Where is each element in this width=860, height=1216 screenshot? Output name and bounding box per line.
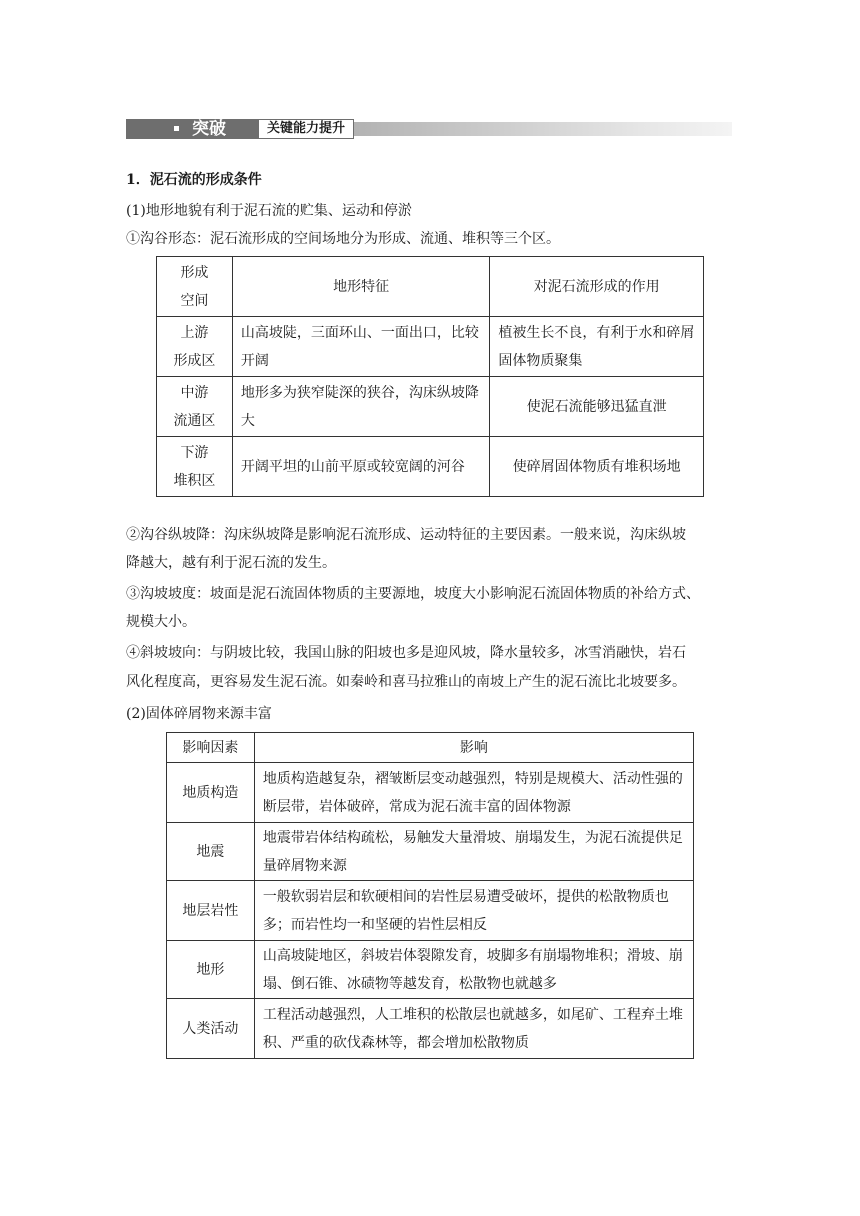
header-cell: 影响 [254,733,693,763]
zone-name: 上游 形成区 [173,324,216,369]
table-row [167,941,694,999]
factor-cell: 人类活动 [167,999,255,1059]
subheading-debris-source: (2)固体碎屑物来源丰富 [126,706,272,722]
table-row [167,763,694,823]
section-banner [126,108,732,148]
table-row [157,377,704,437]
factor-cell: 地形 [167,941,255,999]
terrain-cell: 地形多为狭窄陡深的狭谷，沟床纵坡降大 [232,377,490,437]
zone-cell [157,437,233,497]
impact-cell: 山高坡陡地区，斜坡岩体裂隙发育，坡脚多有崩塌物堆积；滑坡、崩塌、倒石锥、冰碛物等越发育，松散物也就越多 [254,941,693,999]
terrain-cell: 山高坡陡，三面环山、一面出口，比较开阔 [232,317,490,377]
paragraph-valley-shape: ①沟谷形态：泥石流形成的空间场地分为形成、流通、堆积等三个区。 [126,231,560,247]
impact-cell: 地质构造越复杂，褶皱断层变动越强烈，特别是规模大、活动性强的断层带，岩体破碎，常成为泥石流丰富的固体物源 [254,763,693,823]
banner-subtitle: 关键能力提升 [258,119,354,139]
factor-cell: 地震 [167,823,255,881]
header-zone: 形成 空间 [180,264,209,309]
factor-cell: 地质构造 [167,763,255,823]
effect-cell: 使碎屑固体物质有堆积场地 [490,437,704,497]
zone-cell [157,317,233,377]
paragraph-slope-line2: 规模大小。 [126,614,196,630]
banner-tag: 突破 [192,119,226,139]
header-cell [157,257,233,317]
header-cell: 地形特征 [232,257,490,317]
table-formation-zones [156,256,704,497]
paragraph-aspect-line2: 风化程度高，更容易发生泥石流。如秦岭和喜马拉雅山的南坡上产生的泥石流比北坡要多。 [126,674,686,690]
table-row [157,437,704,497]
zone-cell [157,377,233,437]
impact-cell: 工程活动越强烈，人工堆积的松散层也就越多，如尾矿、工程弃土堆积、严重的砍伐森林等，都会增加松散物质 [254,999,693,1059]
table-debris-factors [166,732,694,1059]
table-header-row [167,733,694,763]
table-row [157,317,704,377]
square-bullet-icon [174,126,179,131]
heading-formation-conditions: 1．泥石流的形成条件 [126,172,262,188]
terrain-cell: 开阔平坦的山前平原或较宽阔的河谷 [232,437,490,497]
table-header-row [157,257,704,317]
paragraph-gradient-line2: 降越大，越有利于泥石流的发生。 [126,555,336,571]
impact-cell: 地震带岩体结构疏松，易触发大量滑坡、崩塌发生，为泥石流提供足量碎屑物来源 [254,823,693,881]
effect-cell: 植被生长不良，有利于水和碎屑固体物质聚集 [490,317,704,377]
paragraph-aspect-line1: ④斜坡坡向：与阴坡比较，我国山脉的阳坡也多是迎风坡，降水量较多，冰雪消融快，岩石 [126,645,686,661]
table-row [167,999,694,1059]
table-row [167,823,694,881]
impact-cell: 一般软弱岩层和软硬相间的岩性层易遭受破坏，提供的松散物质也多；而岩性均一和坚硬的岩性层相反 [254,881,693,941]
zone-name: 中游 流通区 [173,384,216,429]
paragraph-slope-line1: ③沟坡坡度：坡面是泥石流固体物质的主要源地，坡度大小影响泥石流固体物质的补给方式、 [126,586,700,602]
table-row [167,881,694,941]
header-cell: 影响因素 [167,733,255,763]
effect-cell: 使泥石流能够迅猛直泄 [490,377,704,437]
zone-name: 下游 堆积区 [173,444,216,489]
header-cell: 对泥石流形成的作用 [490,257,704,317]
factor-cell: 地层岩性 [167,881,255,941]
subheading-terrain: (1)地形地貌有利于泥石流的贮集、运动和停淤 [126,203,412,219]
paragraph-gradient-line1: ②沟谷纵坡降：沟床纵坡降是影响泥石流形成、运动特征的主要因素。一般来说，沟床纵坡 [126,527,686,543]
